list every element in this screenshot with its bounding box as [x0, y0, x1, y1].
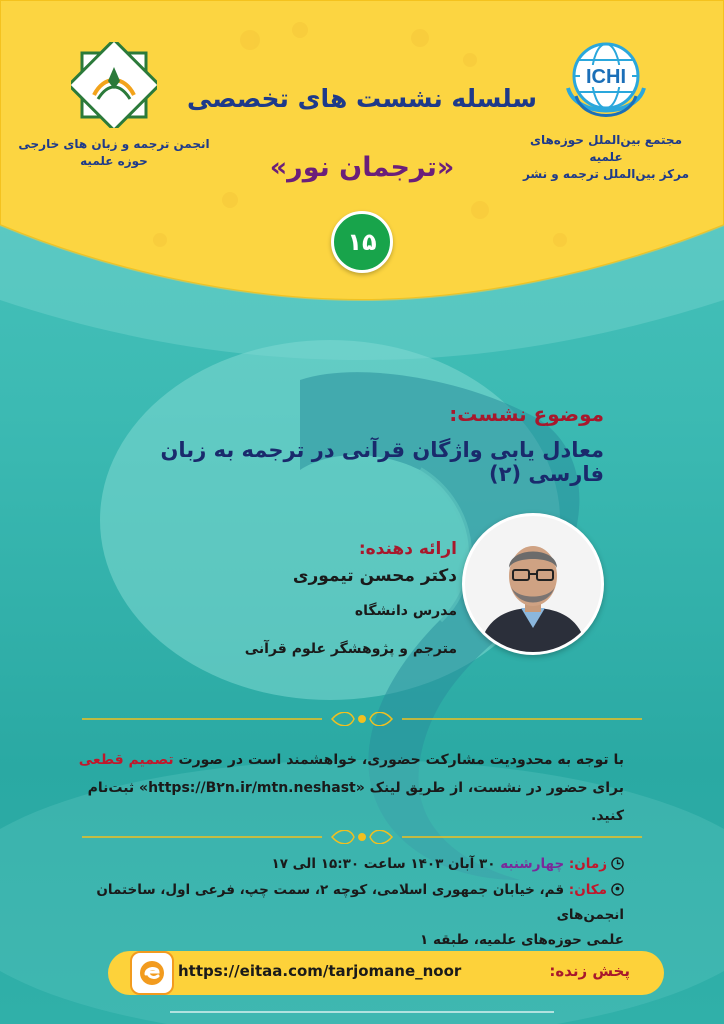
location-pin-icon	[611, 883, 624, 896]
series-title: سلسله نشست های تخصصی	[186, 84, 538, 113]
registration-notice	[64, 746, 624, 830]
time-value: ۳۰ آبان ۱۴۰۳ ساعت ۱۵:۳۰ الی ۱۷	[271, 856, 501, 872]
event-location	[44, 878, 624, 953]
notice-text-1: با توجه به محدودیت مشارکت حضوری، خواهشمند است در صورت	[173, 752, 624, 768]
clock-icon	[611, 857, 624, 870]
live-stream-label: پخش زنده:	[549, 962, 630, 980]
left-org-name-line2: حوزه علمیه	[80, 154, 148, 168]
location-line2: علمی حوزه‌های علمیه، طبقه ۱	[420, 932, 624, 948]
ornamental-divider	[82, 712, 642, 726]
presenter-role-teacher: مدرس دانشگاه	[354, 603, 457, 619]
eitaa-logo-glyph	[138, 959, 166, 987]
location-line1: قم، خیابان جمهوری اسلامی، کوچه ۲، سمت چپ، فرعی اول، ساختمان انجمن‌های	[96, 882, 624, 923]
notice-text-2: برای حضور در نشست، از طریق لینک «	[355, 780, 624, 796]
topic-title: معادل یابی واژگان قرآنی در ترجمه به زبان فارسی (۲)	[160, 438, 604, 486]
time-label: زمان:	[568, 856, 607, 872]
ichi-logo-text: ICHI	[586, 66, 626, 88]
right-org-name-line2: مرکز بین‌الملل ترجمه و نشر	[522, 167, 690, 181]
speaker-photo	[462, 513, 604, 655]
left-org-name-line1: انجمن ترجمه و زبان های خارجی	[18, 137, 210, 151]
ichi-globe-logo	[556, 38, 656, 128]
event-time	[44, 852, 624, 877]
presenter-role-researcher: مترجم و پژوهشگر علوم قرآنی	[244, 641, 457, 657]
notice-text-3: » ثبت‌نام کنید.	[87, 780, 624, 824]
presenter-label: ارائه دهنده:	[358, 539, 457, 559]
notice-highlight: تصمیم قطعی	[78, 752, 174, 768]
topic-label: موضوع نشست:	[449, 402, 604, 426]
registration-link[interactable]: https://B٢n.ir/mtn.neshast	[148, 780, 356, 796]
presenter-name: دکتر محسن تیموری	[292, 566, 457, 586]
eitaa-icon[interactable]	[130, 951, 174, 995]
speaker-portrait	[465, 516, 601, 652]
location-label: مکان:	[568, 882, 607, 898]
live-stream-link[interactable]: https://eitaa.com/tarjomane_noor	[178, 962, 462, 980]
time-day: چهارشنبه	[500, 856, 569, 872]
ornamental-divider-2	[82, 830, 642, 844]
session-number-badge: ۱۵	[331, 211, 393, 273]
series-name: «ترجمان نور»	[269, 152, 455, 183]
right-org-name-line1: مجتمع بین‌الملل حوزه‌های علمیه	[529, 133, 683, 164]
